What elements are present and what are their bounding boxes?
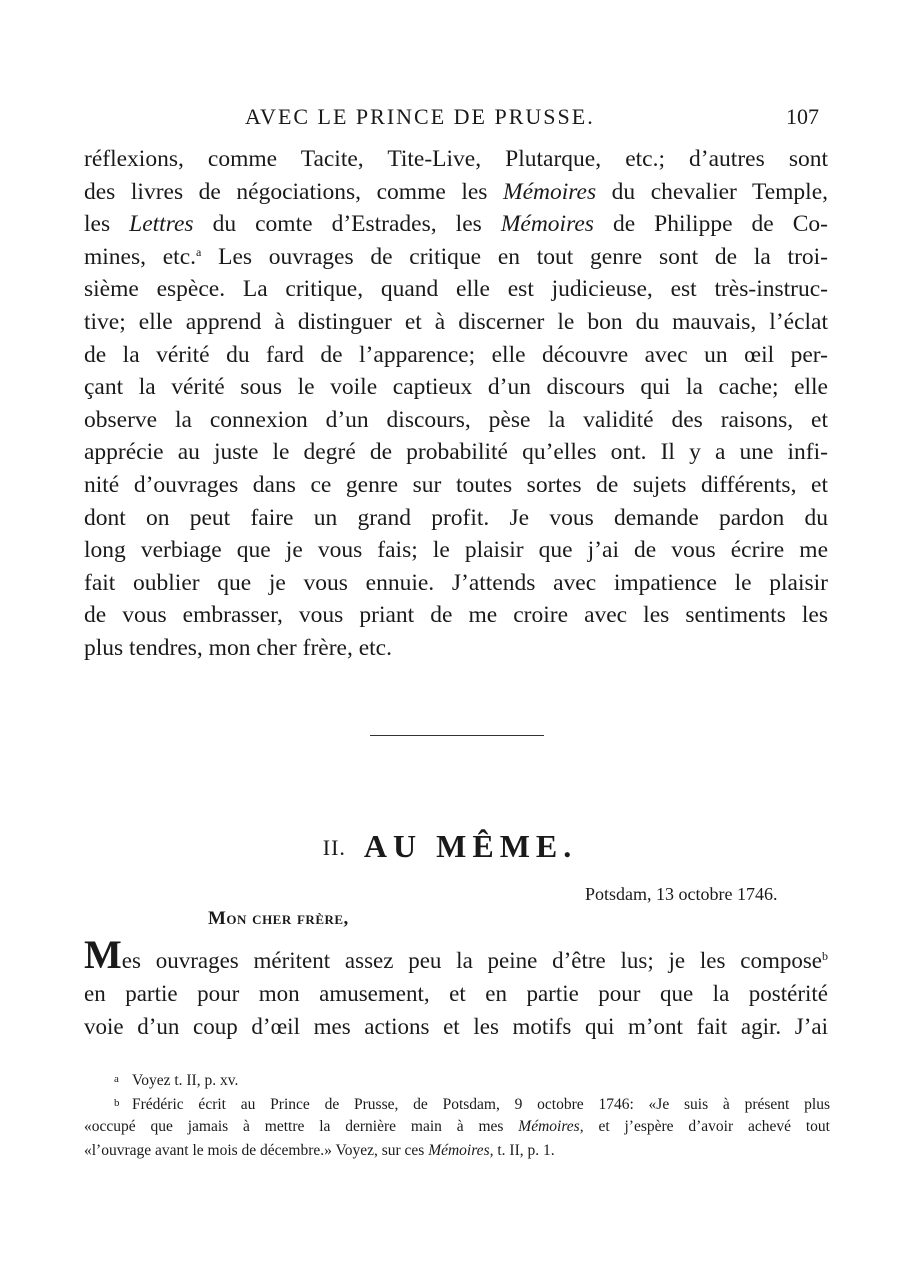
text-run: des livres de négociations, comme les	[84, 178, 504, 205]
text-run: fait oublier que je vous ennuie. J’attends avec impatience le plaisir	[84, 569, 828, 596]
footnote-line	[84, 1068, 830, 1092]
text-line	[84, 977, 828, 1010]
text-run: sième espèce. La critique, quand elle est judicieuse, est très-instruc-	[84, 276, 828, 303]
text-run: «occupé que jamais à mettre la dernière main à mes	[84, 1118, 519, 1135]
letter-salutation: Mon cher frère,	[208, 908, 349, 929]
text-run: mines, etc.	[84, 243, 197, 270]
letter-text	[84, 932, 828, 1043]
italic-text: Mémoires	[500, 211, 594, 238]
text-run: dont on peut faire un grand profit. Je vous demande pardon du	[84, 504, 828, 531]
text-line	[84, 567, 828, 600]
text-run: de la vérité du fard de l’apparence; elle découvre avec un œil per-	[84, 341, 828, 368]
text-line	[84, 339, 828, 372]
text-run: tive; elle apprend à distinguer et à discerner le bon du mauvais, l’éclat	[84, 308, 828, 335]
text-line	[84, 208, 828, 241]
text-line	[84, 241, 828, 274]
text-line	[84, 932, 828, 977]
letter-dateline: Potsdam, 13 octobre 1746.	[585, 884, 778, 904]
text-run: t. II, p. 1.	[493, 1141, 555, 1159]
text-line	[84, 599, 828, 632]
note-reference: a	[196, 244, 202, 259]
section-divider	[370, 735, 544, 736]
letter-title: AU MÊME.	[363, 828, 578, 864]
text-line	[84, 371, 828, 404]
italic-text: Mémoires,	[428, 1141, 494, 1159]
text-run: çant la vérité sous le voile captieux d’un discours qui la cache; elle	[84, 374, 828, 401]
text-run: «l’ouvrage avant le mois de décembre.» Voyez, sur ces	[84, 1141, 429, 1159]
letter-number: II.	[322, 835, 346, 860]
text-run: du chevalier Temple,	[596, 178, 828, 205]
text-run: en partie pour mon amusement, et en partie pour que la postérité	[84, 981, 828, 1006]
text-run: Voyez t. II, p. xv.	[132, 1072, 239, 1089]
page-number: 107	[786, 104, 819, 129]
text-line	[84, 176, 828, 209]
text-run: long verbiage que je vous fais; le plaisir que j’ai de vous écrire me	[84, 537, 828, 564]
text-line	[84, 534, 828, 567]
running-head	[0, 104, 900, 134]
text-run: plus tendres, mon cher frère, etc.	[84, 634, 392, 661]
letter-heading	[0, 828, 900, 868]
footnote-line	[84, 1092, 830, 1116]
text-run: les	[84, 211, 130, 238]
body-text	[84, 143, 828, 665]
text-line	[84, 306, 828, 339]
text-line	[84, 143, 828, 176]
text-run: Frédéric écrit au Prince de Prusse, de Potsdam, 9 octobre 1746: «Je suis à présent plus	[132, 1095, 830, 1113]
footnote-line	[84, 1139, 830, 1163]
footnote-marker: b	[114, 1096, 120, 1109]
text-run: nité d’ouvrages dans ce genre sur toutes sortes de sujets différents, et	[84, 471, 828, 498]
italic-text: Mémoires	[503, 178, 597, 205]
running-title: AVEC LE PRINCE DE PRUSSE.	[245, 104, 595, 129]
note-reference: b	[822, 949, 828, 963]
text-line	[84, 273, 828, 306]
drop-cap: M	[84, 932, 122, 977]
text-run: de vous embrasser, vous priant de me croire avec les sentiments les	[84, 602, 828, 629]
text-line	[84, 469, 828, 502]
text-run: Les ouvrages de critique en tout genre sont de la troi-	[201, 243, 828, 270]
text-line	[84, 502, 828, 535]
text-run: apprécie au juste le degré de probabilité qu’elles ont. Il y a une infi-	[84, 439, 828, 466]
text-run: et j’espère d’avoir achevé tout	[583, 1118, 830, 1135]
text-line	[84, 1010, 828, 1043]
text-run: voie d’un coup d’œil mes actions et les motifs qui m’ont fait agir. J’ai	[84, 1014, 828, 1039]
footnotes	[84, 1068, 830, 1162]
footnote-line	[84, 1115, 830, 1139]
text-line	[84, 436, 828, 469]
text-run: du comte d’Estrades, les	[193, 211, 501, 238]
text-run: de Philippe de Co-	[593, 211, 828, 238]
text-run: es ouvrages méritent assez peu la peine d’être lus; je les compose	[121, 948, 822, 973]
text-run: réflexions, comme Tacite, Tite-Live, Plutarque, etc.; d’autres sont	[84, 146, 828, 172]
text-line	[84, 632, 828, 665]
italic-text: Mémoires,	[518, 1118, 584, 1135]
footnote-marker: a	[114, 1073, 119, 1085]
text-line	[84, 404, 828, 437]
italic-text: Lettres	[129, 211, 194, 238]
text-run: observe la connexion d’un discours, pèse la validité des raisons, et	[84, 406, 828, 433]
